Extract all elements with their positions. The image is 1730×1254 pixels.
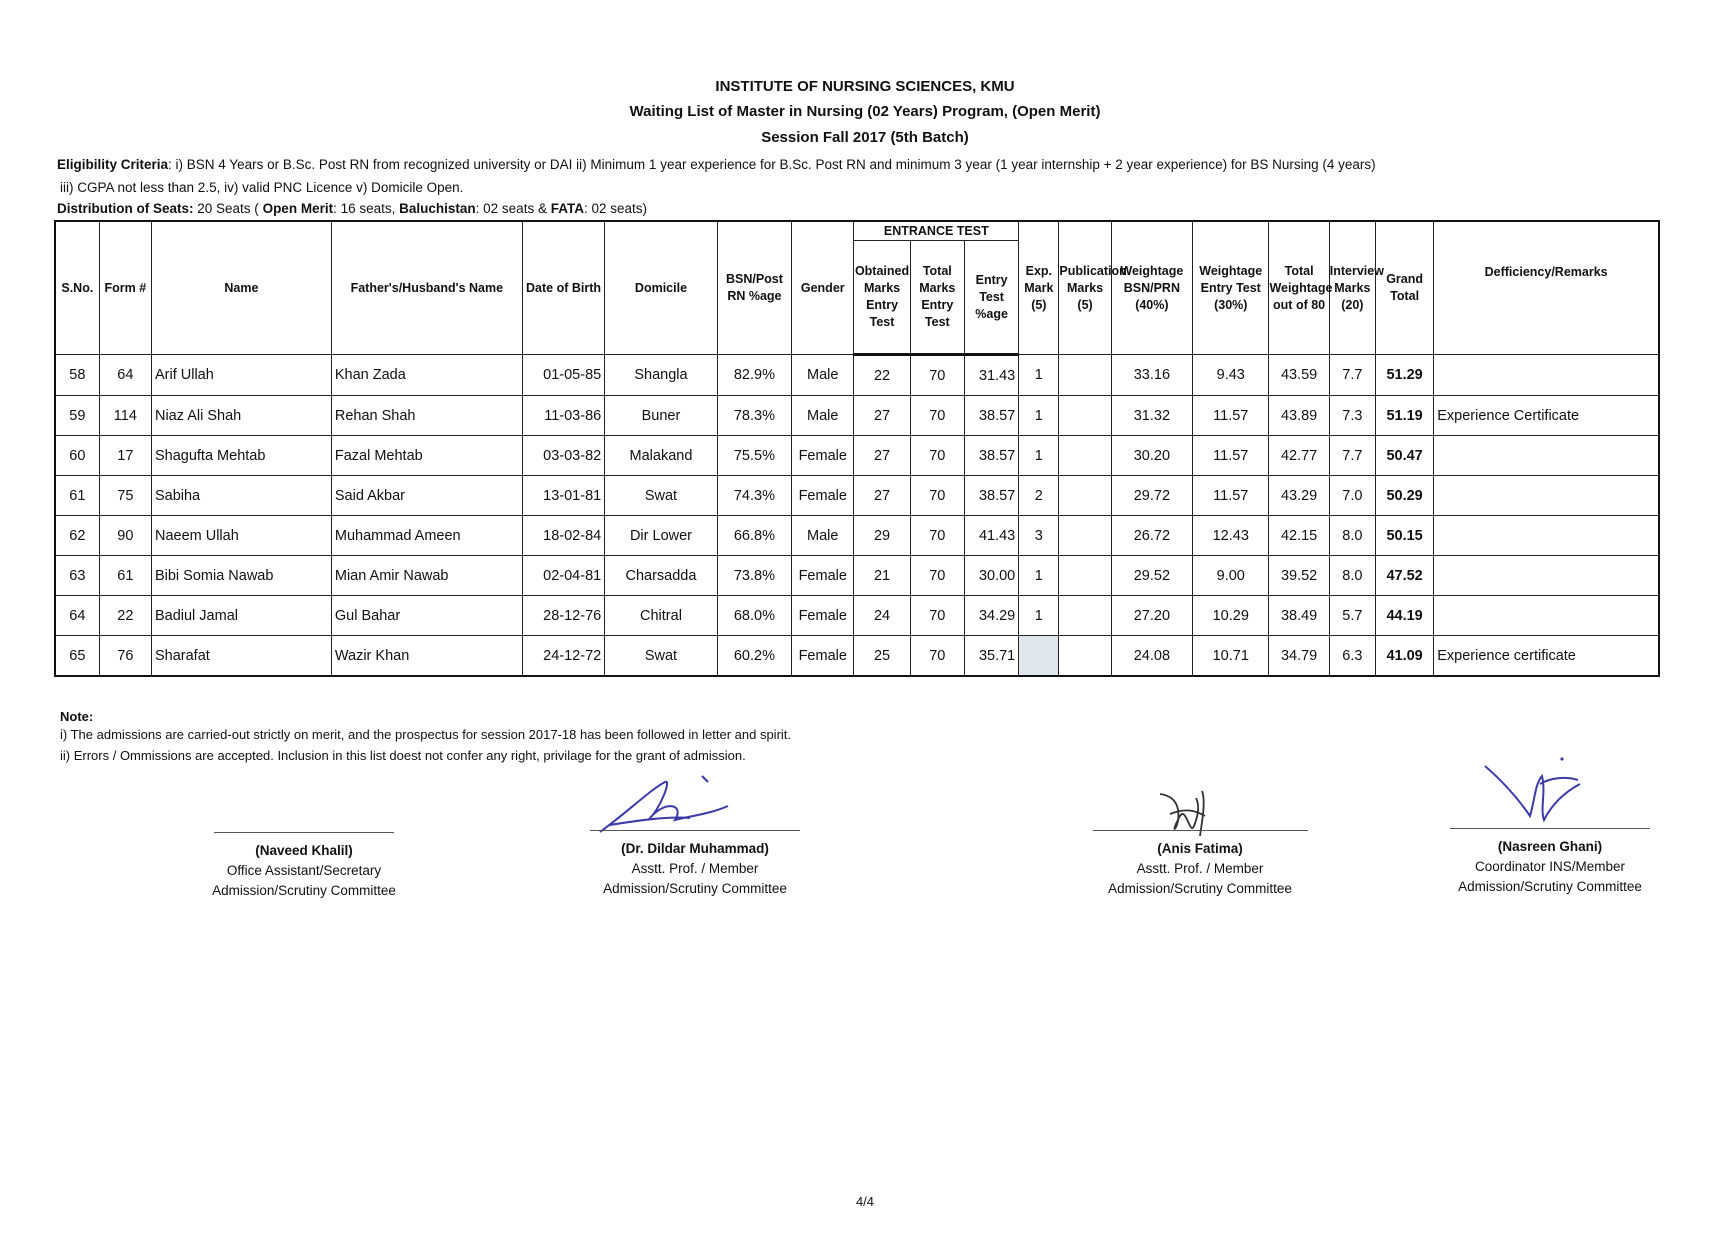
signatory-name: (Anis Fatima) <box>1157 841 1243 856</box>
cell-domicile: Chitral <box>605 596 718 636</box>
cell-father: Fazal Mehtab <box>331 436 522 476</box>
header-entrance-test: ENTRANCE TEST <box>854 221 1019 241</box>
cell-grand: 41.09 <box>1375 636 1433 677</box>
session-title: Session Fall 2017 (5th Batch) <box>761 129 969 146</box>
signatory-committee: Admission/Scrutiny Committee <box>212 883 396 898</box>
note-2: ii) Errors / Ommissions are accepted. Inclusion in this list doest not confer any right, privilage for the grant of admission. <box>60 748 746 763</box>
header-weightage-bsn: Weightage BSN/PRN (40%) <box>1111 221 1192 355</box>
cell-grand: 50.47 <box>1375 436 1433 476</box>
table-row <box>55 355 1659 396</box>
cell-father: Khan Zada <box>331 355 522 396</box>
cell-pub <box>1059 396 1111 436</box>
cell-name: Naeem Ullah <box>151 516 331 556</box>
cell-father: Rehan Shah <box>331 396 522 436</box>
cell-entry-pct: 38.57 <box>964 436 1018 476</box>
cell-grand: 44.19 <box>1375 596 1433 636</box>
cell-total: 70 <box>910 516 964 556</box>
cell-gender: Female <box>792 436 854 476</box>
signatory-name: (Naveed Khalil) <box>255 843 353 858</box>
cell-sno: 62 <box>55 516 99 556</box>
cell-pub <box>1059 516 1111 556</box>
table-row <box>55 436 1659 476</box>
table-row <box>55 476 1659 516</box>
cell-total: 70 <box>910 436 964 476</box>
cell-remarks <box>1434 436 1659 476</box>
cell-tw80: 34.79 <box>1269 636 1329 677</box>
seat-distribution <box>57 201 647 216</box>
cell-interview: 6.3 <box>1329 636 1375 677</box>
cell-obtained: 25 <box>854 636 910 677</box>
open-val: : 16 seats, <box>333 201 400 216</box>
institute-title: INSTITUTE OF NURSING SCIENCES, KMU <box>715 78 1015 95</box>
cell-obtained: 27 <box>854 436 910 476</box>
balu-val: : 02 seats & <box>475 201 551 216</box>
cell-entry-pct: 34.29 <box>964 596 1018 636</box>
cell-name: Arif Ullah <box>151 355 331 396</box>
cell-pub <box>1059 636 1111 677</box>
cell-dob: 03-03-82 <box>522 436 604 476</box>
signatory-committee: Admission/Scrutiny Committee <box>1458 879 1642 894</box>
cell-interview: 7.3 <box>1329 396 1375 436</box>
header-remarks: Defficiency/Remarks <box>1434 221 1659 355</box>
cell-w-bsn: 31.32 <box>1111 396 1192 436</box>
cell-entry-pct: 30.00 <box>964 556 1018 596</box>
cell-w-entry: 11.57 <box>1193 476 1269 516</box>
eligibility-label: Eligibility Criteria <box>57 157 169 172</box>
header-total-marks: Total Marks Entry Test <box>910 241 964 355</box>
cell-sno: 63 <box>55 556 99 596</box>
cell-w-entry: 12.43 <box>1193 516 1269 556</box>
page-number: 4/4 <box>855 1194 875 1209</box>
signatory-committee: Admission/Scrutiny Committee <box>603 881 787 896</box>
header-gender: Gender <box>792 221 854 355</box>
waiting-list-table <box>54 220 1660 677</box>
cell-exp: 1 <box>1019 436 1059 476</box>
cell-exp <box>1019 636 1059 677</box>
cell-entry-pct: 35.71 <box>964 636 1018 677</box>
cell-dob: 02-04-81 <box>522 556 604 596</box>
cell-form: 61 <box>99 556 151 596</box>
open-label: Open Merit <box>262 201 334 216</box>
signatory-role: Office Assistant/Secretary <box>226 863 382 878</box>
cell-exp: 1 <box>1019 396 1059 436</box>
header-pub: Publication Marks (5) <box>1059 221 1111 355</box>
cell-pub <box>1059 436 1111 476</box>
cell-exp: 2 <box>1019 476 1059 516</box>
header-form: Form # <box>99 221 151 355</box>
cell-tw80: 43.29 <box>1269 476 1329 516</box>
cell-w-entry: 10.71 <box>1193 636 1269 677</box>
signatory-role: Coordinator INS/Member <box>1474 859 1626 874</box>
cell-pub <box>1059 476 1111 516</box>
cell-form: 75 <box>99 476 151 516</box>
cell-sno: 58 <box>55 355 99 396</box>
cell-name: Niaz Ali Shah <box>151 396 331 436</box>
cell-entry-pct: 41.43 <box>964 516 1018 556</box>
table-row <box>55 396 1659 436</box>
header-entry-pct: Entry Test %age <box>964 241 1018 355</box>
signatory-committee: Admission/Scrutiny Committee <box>1108 881 1292 896</box>
cell-tw80: 42.15 <box>1269 516 1329 556</box>
list-title: Waiting List of Master in Nursing (02 Years) Program, (Open Merit) <box>629 103 1101 120</box>
cell-entry-pct: 38.57 <box>964 396 1018 436</box>
cell-total: 70 <box>910 556 964 596</box>
cell-w-entry: 10.29 <box>1193 596 1269 636</box>
cell-domicile: Swat <box>605 476 718 516</box>
cell-grand: 51.29 <box>1375 355 1433 396</box>
eligibility-criteria-line1 <box>57 157 1376 172</box>
cell-gender: Male <box>792 355 854 396</box>
signatory-role: Asstt. Prof. / Member <box>1136 861 1264 876</box>
cell-form: 22 <box>99 596 151 636</box>
cell-sno: 65 <box>55 636 99 677</box>
table-row <box>55 516 1659 556</box>
cell-gender: Female <box>792 596 854 636</box>
cell-sno: 61 <box>55 476 99 516</box>
cell-sno: 64 <box>55 596 99 636</box>
signatory-name: (Dr. Dildar Muhammad) <box>621 841 769 856</box>
header-obtained: Obtained Marks Entry Test <box>854 241 910 355</box>
cell-remarks: Experience certificate <box>1434 636 1659 677</box>
cell-w-bsn: 33.16 <box>1111 355 1192 396</box>
dist-seats: 20 Seats ( <box>193 201 263 216</box>
cell-dob: 28-12-76 <box>522 596 604 636</box>
cell-name: Sabiha <box>151 476 331 516</box>
cell-domicile: Buner <box>605 396 718 436</box>
cell-gender: Male <box>792 516 854 556</box>
cell-w-bsn: 24.08 <box>1111 636 1192 677</box>
cell-tw80: 42.77 <box>1269 436 1329 476</box>
cell-obtained: 21 <box>854 556 910 596</box>
signature-line <box>1450 828 1650 829</box>
cell-father: Muhammad Ameen <box>331 516 522 556</box>
cell-domicile: Charsadda <box>605 556 718 596</box>
cell-w-bsn: 29.52 <box>1111 556 1192 596</box>
cell-domicile: Shangla <box>605 355 718 396</box>
signature-line <box>1093 830 1308 831</box>
cell-pub <box>1059 355 1111 396</box>
cell-interview: 5.7 <box>1329 596 1375 636</box>
cell-bsn: 68.0% <box>717 596 791 636</box>
fata-val: : 02 seats) <box>583 201 647 216</box>
header-weightage-entry: Weightage Entry Test (30%) <box>1193 221 1269 355</box>
header-father: Father's/Husband's Name <box>331 221 522 355</box>
dist-label: Distribution of Seats: <box>57 201 194 216</box>
signatory-name: (Nasreen Ghani) <box>1497 839 1603 854</box>
cell-name: Bibi Somia Nawab <box>151 556 331 596</box>
cell-grand: 50.29 <box>1375 476 1433 516</box>
cell-tw80: 43.59 <box>1269 355 1329 396</box>
cell-obtained: 27 <box>854 476 910 516</box>
table-row <box>55 636 1659 677</box>
cell-interview: 7.7 <box>1329 436 1375 476</box>
cell-remarks <box>1434 355 1659 396</box>
cell-gender: Male <box>792 396 854 436</box>
balu-label: Baluchistan <box>399 201 476 216</box>
eligibility-criteria-line2: iii) CGPA not less than 2.5, iv) valid PNC Licence v) Domicile Open. <box>60 180 464 195</box>
cell-obtained: 22 <box>854 355 910 396</box>
eligibility-text: : i) BSN 4 Years or B.Sc. Post RN from recognized university or DAI ii) Minimum 1 year experience for B.Sc. Post RN and minimum 3 year (1 year internship + 2 year experience) for BS Nursing (4 years) <box>168 157 1376 172</box>
signatory-anis <box>1080 830 1320 899</box>
cell-interview: 8.0 <box>1329 516 1375 556</box>
header-bsn: BSN/Post RN %age <box>717 221 791 355</box>
cell-gender: Female <box>792 636 854 677</box>
cell-domicile: Dir Lower <box>605 516 718 556</box>
cell-form: 114 <box>99 396 151 436</box>
cell-interview: 7.0 <box>1329 476 1375 516</box>
cell-remarks <box>1434 476 1659 516</box>
cell-remarks <box>1434 516 1659 556</box>
cell-bsn: 78.3% <box>717 396 791 436</box>
cell-dob: 18-02-84 <box>522 516 604 556</box>
cell-gender: Female <box>792 556 854 596</box>
cell-entry-pct: 31.43 <box>964 355 1018 396</box>
cell-interview: 7.7 <box>1329 355 1375 396</box>
header-total-weightage: Total Weightage out of 80 <box>1269 221 1329 355</box>
cell-grand: 50.15 <box>1375 516 1433 556</box>
cell-total: 70 <box>910 355 964 396</box>
header-domicile: Domicile <box>605 221 718 355</box>
cell-father: Gul Bahar <box>331 596 522 636</box>
signature-nasreen <box>1480 754 1600 834</box>
cell-bsn: 74.3% <box>717 476 791 516</box>
cell-tw80: 39.52 <box>1269 556 1329 596</box>
cell-dob: 11-03-86 <box>522 396 604 436</box>
fata-label: FATA <box>550 201 584 216</box>
signatory-nasreen <box>1430 828 1670 897</box>
cell-obtained: 27 <box>854 396 910 436</box>
cell-bsn: 82.9% <box>717 355 791 396</box>
cell-form: 17 <box>99 436 151 476</box>
cell-form: 90 <box>99 516 151 556</box>
cell-w-entry: 9.00 <box>1193 556 1269 596</box>
cell-exp: 1 <box>1019 596 1059 636</box>
signatory-naveed <box>184 832 424 901</box>
cell-w-entry: 11.57 <box>1193 436 1269 476</box>
cell-w-bsn: 30.20 <box>1111 436 1192 476</box>
cell-form: 64 <box>99 355 151 396</box>
cell-domicile: Swat <box>605 636 718 677</box>
header-sno: S.No. <box>55 221 99 355</box>
cell-bsn: 60.2% <box>717 636 791 677</box>
header-name: Name <box>151 221 331 355</box>
cell-bsn: 66.8% <box>717 516 791 556</box>
cell-father: Said Akbar <box>331 476 522 516</box>
note-1: i) The admissions are carried-out strictly on merit, and the prospectus for session 2017-18 has been followed in letter and spirit. <box>60 727 792 742</box>
cell-remarks: Experience Certificate <box>1434 396 1659 436</box>
note-label: Note: <box>60 709 94 724</box>
cell-tw80: 38.49 <box>1269 596 1329 636</box>
cell-entry-pct: 38.57 <box>964 476 1018 516</box>
cell-w-bsn: 26.72 <box>1111 516 1192 556</box>
cell-total: 70 <box>910 596 964 636</box>
header-exp: Exp. Mark (5) <box>1019 221 1059 355</box>
cell-exp: 1 <box>1019 556 1059 596</box>
cell-dob: 01-05-85 <box>522 355 604 396</box>
cell-bsn: 73.8% <box>717 556 791 596</box>
cell-obtained: 24 <box>854 596 910 636</box>
cell-tw80: 43.89 <box>1269 396 1329 436</box>
cell-father: Wazir Khan <box>331 636 522 677</box>
cell-obtained: 29 <box>854 516 910 556</box>
cell-w-bsn: 27.20 <box>1111 596 1192 636</box>
cell-exp: 3 <box>1019 516 1059 556</box>
cell-father: Mian Amir Nawab <box>331 556 522 596</box>
cell-total: 70 <box>910 396 964 436</box>
cell-pub <box>1059 596 1111 636</box>
cell-grand: 51.19 <box>1375 396 1433 436</box>
header-interview: Interview Marks (20) <box>1329 221 1375 355</box>
signature-line <box>590 830 800 831</box>
cell-grand: 47.52 <box>1375 556 1433 596</box>
table-row <box>55 596 1659 636</box>
header-grand-total: Grand Total <box>1375 221 1433 355</box>
cell-w-bsn: 29.72 <box>1111 476 1192 516</box>
cell-total: 70 <box>910 636 964 677</box>
cell-gender: Female <box>792 476 854 516</box>
cell-name: Shagufta Mehtab <box>151 436 331 476</box>
cell-bsn: 75.5% <box>717 436 791 476</box>
cell-exp: 1 <box>1019 355 1059 396</box>
cell-remarks <box>1434 596 1659 636</box>
signature-line <box>214 832 394 833</box>
header-dob: Date of Birth <box>522 221 604 355</box>
cell-dob: 13-01-81 <box>522 476 604 516</box>
cell-sno: 59 <box>55 396 99 436</box>
cell-pub <box>1059 556 1111 596</box>
cell-name: Badiul Jamal <box>151 596 331 636</box>
cell-form: 76 <box>99 636 151 677</box>
cell-w-entry: 9.43 <box>1193 355 1269 396</box>
cell-total: 70 <box>910 476 964 516</box>
cell-domicile: Malakand <box>605 436 718 476</box>
cell-interview: 8.0 <box>1329 556 1375 596</box>
cell-sno: 60 <box>55 436 99 476</box>
signatory-role: Asstt. Prof. / Member <box>631 861 759 876</box>
table-row <box>55 556 1659 596</box>
cell-w-entry: 11.57 <box>1193 396 1269 436</box>
cell-dob: 24-12-72 <box>522 636 604 677</box>
cell-remarks <box>1434 556 1659 596</box>
signatory-dildar <box>575 830 815 899</box>
cell-name: Sharafat <box>151 636 331 677</box>
